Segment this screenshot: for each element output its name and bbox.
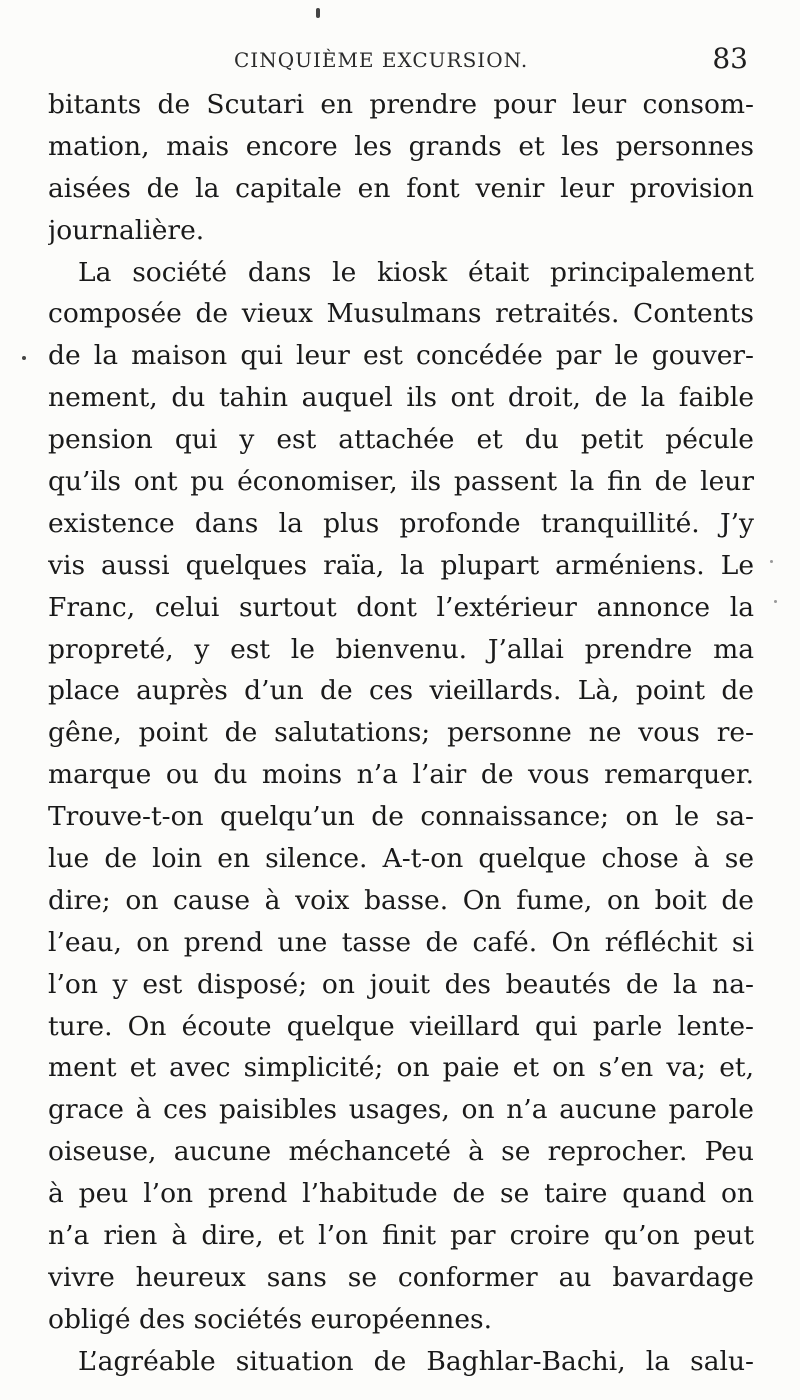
page-header bbox=[48, 42, 748, 82]
text-line: ment et avec simplicité; on paie et on s’en va; et, bbox=[48, 1052, 754, 1084]
ink-speck bbox=[316, 8, 320, 18]
text-line: journalière. bbox=[48, 214, 205, 246]
ink-speck bbox=[774, 600, 777, 603]
ink-speck bbox=[22, 356, 26, 360]
text-line: ture. On écoute quelque vieillard qui parle lente- bbox=[48, 1010, 754, 1042]
text-line: dire; on cause à voix basse. On fume, on boit de bbox=[48, 884, 754, 916]
text-line: L’agréable situation de Baghlar-Bachi, la salu- bbox=[78, 1345, 754, 1377]
page-number: 83 bbox=[712, 42, 748, 75]
text-line: bitants de Scutari en prendre pour leur consom- bbox=[48, 89, 754, 120]
text-line: gêne, point de salutations; personne ne vous re- bbox=[48, 717, 754, 749]
text-line: oiseuse, aucune méchanceté à se reprocher. Peu bbox=[48, 1136, 754, 1168]
body-text bbox=[48, 84, 754, 1383]
text-line: pension qui y est attachée et du petit pécule bbox=[48, 424, 754, 456]
text-line: vivre heureux sans se conformer au bavardage bbox=[48, 1261, 754, 1293]
text-line: de la maison qui leur est concédée par le gouver- bbox=[48, 340, 754, 372]
text-line: l’eau, on prend une tasse de café. On réfléchit si bbox=[48, 926, 754, 958]
text-line: aisées de la capitale en font venir leur provision bbox=[48, 172, 754, 204]
text-line: Trouve-t-on quelqu’un de connaissance; on le sa- bbox=[48, 801, 754, 833]
running-title: CINQUIÈME EXCURSION. bbox=[234, 48, 529, 72]
text-line: mation, mais encore les grands et les personnes bbox=[48, 130, 754, 162]
text-line: Franc, celui surtout dont l’extérieur annonce la bbox=[48, 591, 754, 623]
text-line: composée de vieux Musulmans retraités. Contents bbox=[48, 298, 754, 330]
text-line: vis aussi quelques raïa, la plupart arméniens. Le bbox=[48, 549, 754, 581]
text-line: marque ou du moins n’a l’air de vous remarquer. bbox=[48, 759, 754, 791]
text-line: qu’ils ont pu économiser, ils passent la fin de leur bbox=[48, 466, 754, 498]
text-line: à peu l’on prend l’habitude de se taire quand on bbox=[48, 1178, 754, 1210]
text-line: place auprès d’un de ces vieillards. Là, point de bbox=[48, 675, 754, 707]
text-line: existence dans la plus profonde tranquillité. J’y bbox=[48, 507, 754, 539]
text-line: propreté, y est le bienvenu. J’allai prendre ma bbox=[48, 633, 754, 665]
text-line: l’on y est disposé; on jouit des beautés de la na- bbox=[48, 968, 754, 1000]
text-line: lue de loin en silence. A-t-on quelque chose à se bbox=[48, 843, 754, 875]
ink-speck bbox=[770, 560, 773, 563]
text-line: obligé des sociétés européennes. bbox=[48, 1303, 493, 1335]
text-line: n’a rien à dire, et l’on finit par croire qu’on peut bbox=[48, 1220, 754, 1252]
text-line: La société dans le kiosk était principalement bbox=[78, 256, 754, 288]
text-line: grace à ces paisibles usages, on n’a aucune parole bbox=[48, 1094, 754, 1126]
text-line: nement, du tahin auquel ils ont droit, de la faible bbox=[48, 382, 754, 414]
